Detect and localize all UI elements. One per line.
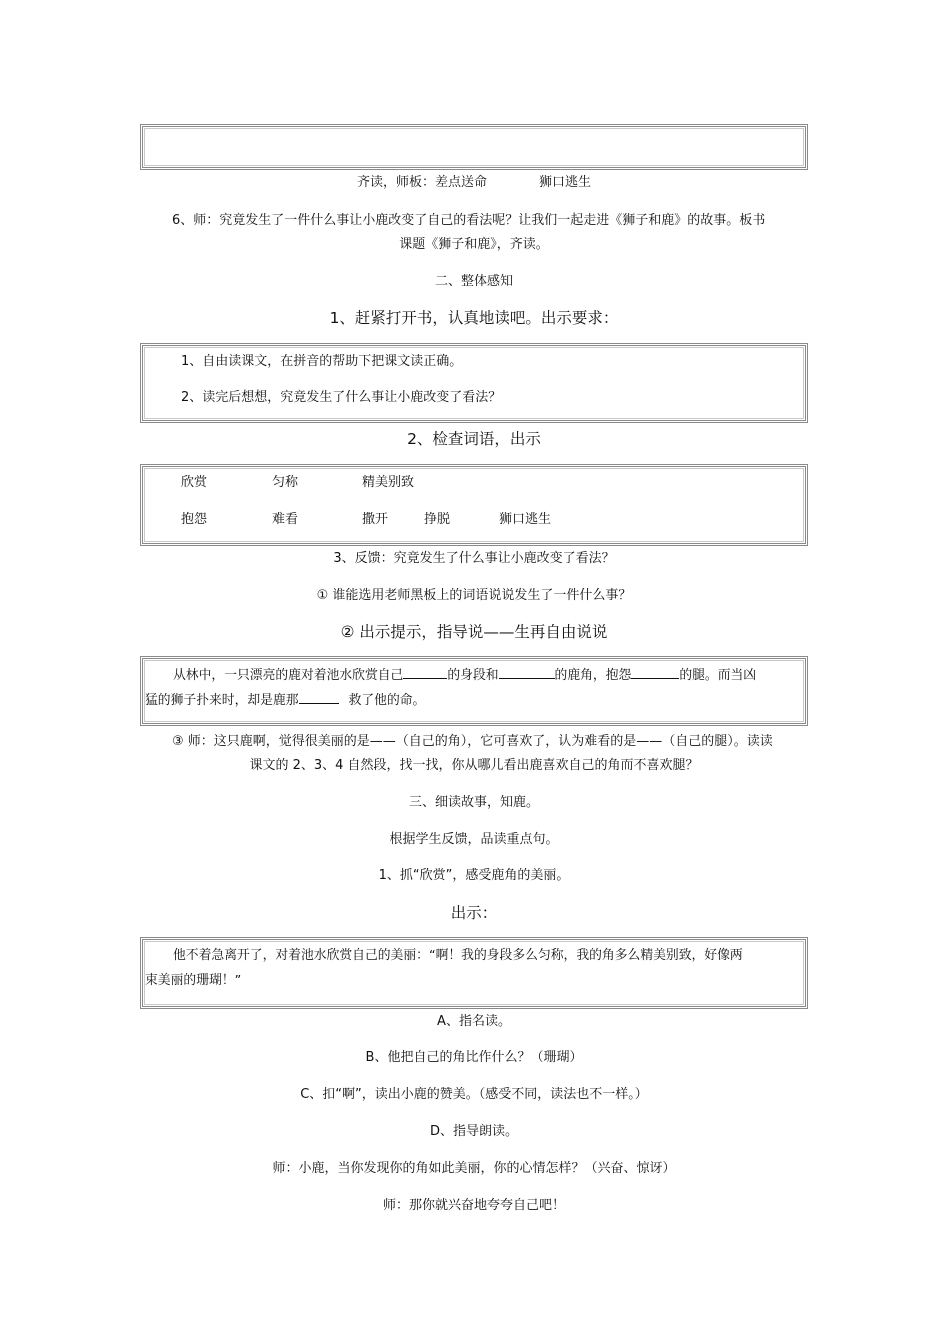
word: 欣赏 (181, 475, 208, 490)
text-line: 课文的 2、3、4 自然段，找一找，你从哪儿看出鹿喜欢自己的角而不喜欢腿？ (249, 758, 699, 773)
text-line: 3、反馈：究竟发生了什么事让小鹿改变了看法？ (333, 551, 615, 566)
text-line: 师：小鹿，当你发现你的角如此美丽，你的心情怎样？（兴奋、惊讶） (272, 1161, 676, 1176)
text-line: A、指名读。 (437, 1014, 511, 1029)
text-line: 课题《狮子和鹿》，齐读。 (399, 237, 549, 252)
fill-text: 救了他的命。 (348, 693, 426, 708)
text-line: ③ 师：这只鹿啊，觉得很美丽的是——（自己的角），它可喜欢了，认为难看的是——（自己的腿）。读读 (172, 734, 773, 749)
word: 狮口逃生 (499, 512, 552, 527)
word: 抱怨 (181, 512, 208, 527)
text-line: 出示： (450, 904, 498, 922)
quote-line: 他不着急离开了，对着池水欣赏自己的美丽：“啊！我的身段多么匀称，我的角多么精美别致，好像两 (173, 948, 743, 963)
word: 匀称 (272, 475, 299, 490)
fill-in-box (140, 656, 808, 726)
fill-blank (299, 689, 339, 704)
text-line: 齐读，师板：差点送命 狮口逃生 (356, 175, 591, 190)
fill-blank (631, 664, 679, 679)
section-heading: 二、整体感知 (434, 274, 513, 289)
text-line: C、扣“啊”，读出小鹿的赞美。（感受不同，读法也不一样。） (300, 1087, 648, 1102)
text-line: 2、检查词语，出示 (407, 430, 541, 448)
text-line: 根据学生反馈，品读重点句。 (389, 832, 559, 847)
fill-in-line (173, 664, 756, 686)
text-line: D、指导朗读。 (429, 1124, 518, 1139)
fill-text: 的身段和 (447, 668, 499, 683)
fill-blank (403, 664, 447, 679)
words-box (140, 464, 808, 546)
requirements-box (140, 343, 808, 423)
fill-text: 的鹿角，抱怨 (554, 668, 632, 683)
text-line: 6、师：究竟发生了一件什么事让小鹿改变了自己的看法呢？让我们一起走进《狮子和鹿》的故事。板书 (172, 213, 766, 228)
fill-blank (499, 664, 555, 679)
text-line: 1、赶紧打开书，认真地读吧。出示要求： (329, 309, 619, 327)
requirement-item: 2、读完后想想，究竟发生了什么事让小鹿改变了看法？ (181, 390, 502, 405)
quote-line: 束美丽的珊瑚！” (145, 973, 242, 988)
empty-box (140, 124, 808, 170)
text-line: 师：那你就兴奋地夸夸自己吧！ (382, 1198, 565, 1213)
fill-in-line (145, 689, 425, 711)
text-line: ① 谁能选用老师黑板上的词语说说发生了一件什么事？ (316, 588, 632, 603)
word: 挣脱 (424, 512, 451, 527)
quote-box (140, 937, 808, 1009)
fill-text: 从林中，一只漂亮的鹿对着池水欣赏自己 (173, 668, 404, 683)
word: 撒开 (362, 512, 389, 527)
text-line: 1、抓“欣赏”，感受鹿角的美丽。 (378, 868, 570, 883)
text-line: ② 出示提示，指导说——生再自由说说 (340, 623, 608, 641)
section-heading: 三、细读故事，知鹿。 (408, 795, 539, 810)
word: 精美别致 (362, 475, 415, 490)
fill-text: 猛的狮子扑来时，却是鹿那 (145, 693, 299, 708)
text-line: B、他把自己的角比作什么？（珊瑚） (365, 1050, 583, 1065)
fill-text: 的腿。而当凶 (679, 668, 757, 683)
requirement-item: 1、自由读课文，在拼音的帮助下把课文读正确。 (181, 354, 463, 369)
word: 难看 (272, 512, 299, 527)
